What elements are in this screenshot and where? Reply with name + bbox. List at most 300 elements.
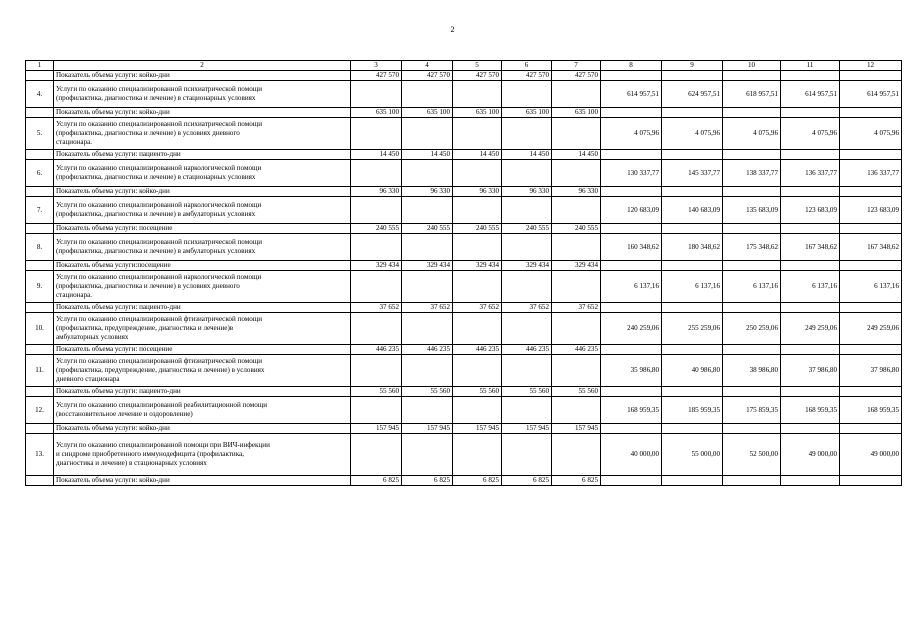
cost-value: 6 137,16: [723, 271, 781, 303]
cost-value: 4 075,96: [601, 118, 662, 150]
empty-cell: [552, 197, 601, 224]
volume-value: 55 560: [351, 387, 402, 397]
cost-value: 168 959,35: [840, 397, 902, 424]
empty-cell: [402, 313, 453, 345]
row-number-cell: [26, 108, 54, 118]
cost-value: 123 683,09: [781, 197, 840, 224]
row-number-cell: [26, 187, 54, 197]
service-row: [26, 397, 902, 424]
empty-cell: [453, 160, 502, 187]
empty-cell: [840, 224, 902, 234]
empty-cell: [351, 197, 402, 224]
cost-value: 255 259,06: [662, 313, 723, 345]
header-row: [26, 61, 902, 71]
column-number-6: 6: [502, 61, 552, 71]
service-row: [26, 234, 902, 261]
empty-cell: [552, 160, 601, 187]
volume-value: 96 330: [552, 187, 601, 197]
cost-value: 168 959,35: [601, 397, 662, 424]
empty-cell: [453, 397, 502, 424]
cost-value: 6 137,16: [601, 271, 662, 303]
service-number: 9.: [26, 271, 54, 303]
empty-cell: [723, 345, 781, 355]
service-number: 11.: [26, 355, 54, 387]
service-description-line: амбулаторных условиях: [56, 332, 129, 341]
column-number-2: 2: [54, 61, 351, 71]
service-description-line: (профилактика, диагностика и лечение) в стационарных условиях: [56, 94, 256, 102]
volume-value: 37 652: [552, 303, 601, 313]
service-description-line: (профилактика, диагностика и лечение) в амбулаторных условиях: [56, 247, 256, 255]
empty-cell: [502, 313, 552, 345]
empty-cell: [601, 424, 662, 434]
volume-value: 240 555: [552, 224, 601, 234]
volume-value: 14 450: [453, 150, 502, 160]
empty-cell: [723, 261, 781, 271]
volume-value: 55 560: [552, 387, 601, 397]
volume-value: 6 825: [552, 476, 601, 486]
volume-value: 157 945: [453, 424, 502, 434]
empty-cell: [402, 397, 453, 424]
empty-cell: [601, 387, 662, 397]
empty-cell: [840, 108, 902, 118]
cost-value: 145 337,77: [662, 160, 723, 187]
column-number-8: 8: [601, 61, 662, 71]
empty-cell: [662, 150, 723, 160]
empty-cell: [402, 81, 453, 108]
empty-cell: [781, 71, 840, 81]
empty-cell: [601, 108, 662, 118]
cost-value: 4 075,96: [723, 118, 781, 150]
volume-value: 37 652: [453, 303, 502, 313]
service-description-line: Услуги по оказанию специализированной помощи при ВИЧ-инфекции: [56, 441, 270, 450]
empty-cell: [453, 271, 502, 303]
cost-value: 6 137,16: [781, 271, 840, 303]
empty-cell: [453, 197, 502, 224]
cost-value: 249 259,06: [781, 313, 840, 345]
cost-value: 38 986,80: [723, 355, 781, 387]
service-row: [26, 160, 902, 187]
empty-cell: [453, 434, 502, 476]
empty-cell: [502, 118, 552, 150]
volume-value: 446 235: [402, 345, 453, 355]
indicator-row: [26, 187, 902, 197]
cost-value: 123 683,09: [840, 197, 902, 224]
indicator-row: [26, 150, 902, 160]
service-description-line: и синдроме приобретенного иммунодефицита (профилактика,: [56, 450, 244, 459]
volume-value: 37 652: [351, 303, 402, 313]
empty-cell: [552, 434, 601, 476]
volume-value: 240 555: [502, 224, 552, 234]
cost-value: 37 986,80: [840, 355, 902, 387]
empty-cell: [781, 303, 840, 313]
indicator-label: Показатель объема услуги: пациенто-дни: [54, 150, 351, 160]
empty-cell: [601, 71, 662, 81]
cost-value: 138 337,77: [723, 160, 781, 187]
cost-value: 618 957,51: [723, 81, 781, 108]
column-number-4: 4: [402, 61, 453, 71]
cost-value: 140 683,09: [662, 197, 723, 224]
indicator-label: Показатель объема услуги: пациенто-дни: [54, 303, 351, 313]
empty-cell: [840, 261, 902, 271]
empty-cell: [781, 261, 840, 271]
empty-cell: [502, 234, 552, 261]
service-description-line: (профилактика, предупреждение, диагностика и лечение) в условиях: [56, 366, 265, 375]
cost-value: 167 348,62: [781, 234, 840, 261]
service-description: [54, 81, 351, 108]
volume-value: 6 825: [453, 476, 502, 486]
empty-cell: [781, 187, 840, 197]
empty-cell: [453, 313, 502, 345]
cost-value: 35 986,80: [601, 355, 662, 387]
volume-value: 14 450: [502, 150, 552, 160]
indicator-row: [26, 387, 902, 397]
volume-value: 240 555: [351, 224, 402, 234]
volume-value: 6 825: [351, 476, 402, 486]
empty-cell: [662, 476, 723, 486]
empty-cell: [351, 313, 402, 345]
indicator-label: Показатель объема услуги:посещение: [54, 261, 351, 271]
row-number-cell: [26, 150, 54, 160]
empty-cell: [723, 224, 781, 234]
empty-cell: [502, 81, 552, 108]
empty-cell: [502, 197, 552, 224]
empty-cell: [723, 424, 781, 434]
volume-value: 14 450: [402, 150, 453, 160]
empty-cell: [601, 261, 662, 271]
empty-cell: [453, 118, 502, 150]
cost-value: 614 957,51: [601, 81, 662, 108]
cost-value: 135 683,09: [723, 197, 781, 224]
column-number-11: 11: [781, 61, 840, 71]
cost-value: 4 075,96: [781, 118, 840, 150]
empty-cell: [453, 355, 502, 387]
empty-cell: [723, 303, 781, 313]
service-description: [54, 197, 351, 224]
cost-value: 49 000,00: [840, 434, 902, 476]
empty-cell: [402, 271, 453, 303]
empty-cell: [840, 303, 902, 313]
service-number: 10.: [26, 313, 54, 345]
volume-value: 6 825: [402, 476, 453, 486]
service-number: 5.: [26, 118, 54, 150]
empty-cell: [351, 81, 402, 108]
cost-value: 240 259,06: [601, 313, 662, 345]
indicator-row: [26, 261, 902, 271]
service-number: 6.: [26, 160, 54, 187]
service-description-line: (профилактика, диагностика и лечение) в условиях дневного: [56, 282, 240, 291]
empty-cell: [723, 387, 781, 397]
service-description-line: стационара.: [56, 137, 93, 146]
service-description: [54, 118, 351, 150]
service-number: 8.: [26, 234, 54, 261]
indicator-label: Показатель объема услуги: посещение: [54, 224, 351, 234]
cost-value: 185 959,35: [662, 397, 723, 424]
service-number: 13.: [26, 434, 54, 476]
service-description-line: (восстановительное лечение и оздоровление): [56, 410, 193, 418]
empty-cell: [723, 108, 781, 118]
volume-value: 240 555: [453, 224, 502, 234]
empty-cell: [601, 150, 662, 160]
cost-value: 136 337,77: [840, 160, 902, 187]
row-number-cell: [26, 303, 54, 313]
empty-cell: [662, 224, 723, 234]
service-row: [26, 271, 902, 303]
cost-value: 6 137,16: [662, 271, 723, 303]
service-description: [54, 313, 351, 345]
row-number-cell: [26, 345, 54, 355]
empty-cell: [552, 397, 601, 424]
service-description-line: Услуги по оказанию специализированной фтизиатрической помощи: [56, 315, 263, 324]
empty-cell: [781, 345, 840, 355]
volume-value: 446 235: [453, 345, 502, 355]
volume-value: 157 945: [351, 424, 402, 434]
empty-cell: [840, 187, 902, 197]
empty-cell: [402, 160, 453, 187]
empty-cell: [662, 303, 723, 313]
volume-value: 55 560: [502, 387, 552, 397]
service-description-line: Услуги по оказанию специализированной фтизиатрической помощи: [56, 357, 263, 366]
empty-cell: [552, 81, 601, 108]
service-description-line: Услуги по оказанию специализированной психиатрической помощи: [56, 120, 263, 129]
empty-cell: [552, 355, 601, 387]
empty-cell: [552, 313, 601, 345]
empty-cell: [840, 424, 902, 434]
empty-cell: [552, 234, 601, 261]
empty-cell: [662, 187, 723, 197]
volume-value: 427 570: [453, 71, 502, 81]
volume-value: 96 330: [453, 187, 502, 197]
empty-cell: [402, 434, 453, 476]
volume-value: 427 570: [502, 71, 552, 81]
row-number-cell: [26, 261, 54, 271]
empty-cell: [840, 150, 902, 160]
service-description: [54, 355, 351, 387]
volume-value: 446 235: [502, 345, 552, 355]
service-description-line: дневного стационара: [56, 374, 120, 383]
empty-cell: [781, 424, 840, 434]
indicator-label: Показатель объема услуги: койко-дни: [54, 476, 351, 486]
column-number-9: 9: [662, 61, 723, 71]
service-description-line: Услуги по оказанию специализированной наркологической помощи: [56, 273, 262, 282]
volume-value: 427 570: [402, 71, 453, 81]
column-number-12: 12: [840, 61, 902, 71]
column-number-3: 3: [351, 61, 402, 71]
empty-cell: [781, 108, 840, 118]
volume-value: 635 100: [402, 108, 453, 118]
cost-value: 40 000,00: [601, 434, 662, 476]
volume-value: 329 434: [351, 261, 402, 271]
empty-cell: [840, 71, 902, 81]
empty-cell: [781, 387, 840, 397]
indicator-label: Показатель объема услуги: пациенто-дни: [54, 387, 351, 397]
row-number-cell: [26, 476, 54, 486]
empty-cell: [662, 71, 723, 81]
service-row: [26, 355, 902, 387]
empty-cell: [601, 224, 662, 234]
service-description-line: (профилактика, предупреждение, диагностика и лечение)в: [56, 324, 234, 333]
empty-cell: [662, 108, 723, 118]
empty-cell: [723, 71, 781, 81]
empty-cell: [402, 197, 453, 224]
volume-value: 329 434: [552, 261, 601, 271]
column-number-10: 10: [723, 61, 781, 71]
volume-value: 446 235: [552, 345, 601, 355]
indicator-label: Показатель объема услуги: койко-дни: [54, 71, 351, 81]
cost-value: 6 137,16: [840, 271, 902, 303]
empty-cell: [453, 81, 502, 108]
service-row: [26, 313, 902, 345]
column-number-7: 7: [552, 61, 601, 71]
empty-cell: [552, 118, 601, 150]
volume-value: 157 945: [502, 424, 552, 434]
empty-cell: [351, 434, 402, 476]
empty-cell: [781, 150, 840, 160]
empty-cell: [402, 355, 453, 387]
indicator-row: [26, 345, 902, 355]
service-description: [54, 397, 351, 424]
indicator-row: [26, 476, 902, 486]
empty-cell: [601, 303, 662, 313]
volume-value: 427 570: [351, 71, 402, 81]
indicator-row: [26, 424, 902, 434]
volume-value: 329 434: [502, 261, 552, 271]
service-row: [26, 118, 902, 150]
empty-cell: [723, 476, 781, 486]
empty-cell: [502, 434, 552, 476]
cost-value: 49 000,00: [781, 434, 840, 476]
service-number: 7.: [26, 197, 54, 224]
service-description: [54, 271, 351, 303]
service-description: [54, 234, 351, 261]
volume-value: 37 652: [402, 303, 453, 313]
service-number: 12.: [26, 397, 54, 424]
service-description-line: (профилактика, диагностика и лечение) в амбулаторных условиях: [56, 210, 256, 218]
empty-cell: [723, 150, 781, 160]
cost-value: 4 075,96: [840, 118, 902, 150]
empty-cell: [453, 234, 502, 261]
service-description-line: Услуги по оказанию специализированной психиатрической помощи: [56, 85, 263, 94]
cost-value: 120 683,09: [601, 197, 662, 224]
cost-value: 168 959,35: [781, 397, 840, 424]
empty-cell: [402, 234, 453, 261]
volume-value: 14 450: [552, 150, 601, 160]
empty-cell: [502, 355, 552, 387]
service-description-line: Услуги по оказанию специализированной психиатрической помощи: [56, 238, 263, 247]
service-row: [26, 434, 902, 476]
cost-value: 160 348,62: [601, 234, 662, 261]
volume-value: 635 100: [351, 108, 402, 118]
volume-value: 635 100: [453, 108, 502, 118]
row-number-cell: [26, 387, 54, 397]
cost-value: 55 000,00: [662, 434, 723, 476]
services-table: [25, 60, 902, 486]
empty-cell: [840, 476, 902, 486]
service-row: [26, 81, 902, 108]
volume-value: 635 100: [502, 108, 552, 118]
cost-value: 250 259,06: [723, 313, 781, 345]
cost-value: 249 259,06: [840, 313, 902, 345]
cost-value: 614 957,51: [781, 81, 840, 108]
column-number-5: 5: [453, 61, 502, 71]
volume-value: 635 100: [552, 108, 601, 118]
volume-value: 96 330: [502, 187, 552, 197]
empty-cell: [502, 271, 552, 303]
empty-cell: [840, 387, 902, 397]
service-description: [54, 434, 351, 476]
empty-cell: [723, 187, 781, 197]
cost-value: 4 075,96: [662, 118, 723, 150]
empty-cell: [502, 397, 552, 424]
cost-value: 37 986,80: [781, 355, 840, 387]
row-number-cell: [26, 71, 54, 81]
empty-cell: [351, 271, 402, 303]
cost-value: 180 348,62: [662, 234, 723, 261]
empty-cell: [662, 424, 723, 434]
indicator-row: [26, 303, 902, 313]
service-description-line: Услуги по оказанию специализированной наркологической помощи: [56, 164, 262, 173]
empty-cell: [402, 118, 453, 150]
cost-value: 130 337,77: [601, 160, 662, 187]
service-description-line: (профилактика, диагностика и лечение) в стационарных условиях: [56, 173, 256, 181]
empty-cell: [662, 345, 723, 355]
page-number: 2: [450, 25, 455, 34]
service-description: [54, 160, 351, 187]
volume-value: 6 825: [502, 476, 552, 486]
service-number: 4.: [26, 81, 54, 108]
indicator-row: [26, 224, 902, 234]
empty-cell: [351, 355, 402, 387]
empty-cell: [840, 345, 902, 355]
volume-value: 427 570: [552, 71, 601, 81]
cost-value: 40 986,80: [662, 355, 723, 387]
empty-cell: [662, 261, 723, 271]
volume-value: 329 434: [402, 261, 453, 271]
empty-cell: [351, 234, 402, 261]
cost-value: 175 348,62: [723, 234, 781, 261]
empty-cell: [662, 387, 723, 397]
indicator-row: [26, 108, 902, 118]
empty-cell: [351, 118, 402, 150]
indicator-label: Показатель объема услуги: койко-дни: [54, 424, 351, 434]
indicator-row: [26, 71, 902, 81]
column-number-1: 1: [26, 61, 54, 71]
volume-value: 14 450: [351, 150, 402, 160]
row-number-cell: [26, 224, 54, 234]
volume-value: 55 560: [402, 387, 453, 397]
empty-cell: [502, 160, 552, 187]
volume-value: 446 235: [351, 345, 402, 355]
indicator-label: Показатель объема услуги: койко-дни: [54, 187, 351, 197]
empty-cell: [601, 187, 662, 197]
indicator-label: Показатель объема услуги: койко-дни: [54, 108, 351, 118]
volume-value: 157 945: [402, 424, 453, 434]
service-description-line: диагностика и лечение) в стационарных условиях: [56, 458, 207, 467]
service-row: [26, 197, 902, 224]
volume-value: 96 330: [351, 187, 402, 197]
cost-value: 52 500,00: [723, 434, 781, 476]
empty-cell: [552, 271, 601, 303]
volume-value: 329 434: [453, 261, 502, 271]
volume-value: 37 652: [502, 303, 552, 313]
volume-value: 157 945: [552, 424, 601, 434]
empty-cell: [351, 397, 402, 424]
cost-value: 175 859,35: [723, 397, 781, 424]
cost-value: 624 957,51: [662, 81, 723, 108]
empty-cell: [601, 476, 662, 486]
row-number-cell: [26, 424, 54, 434]
cost-value: 136 337,77: [781, 160, 840, 187]
empty-cell: [601, 345, 662, 355]
